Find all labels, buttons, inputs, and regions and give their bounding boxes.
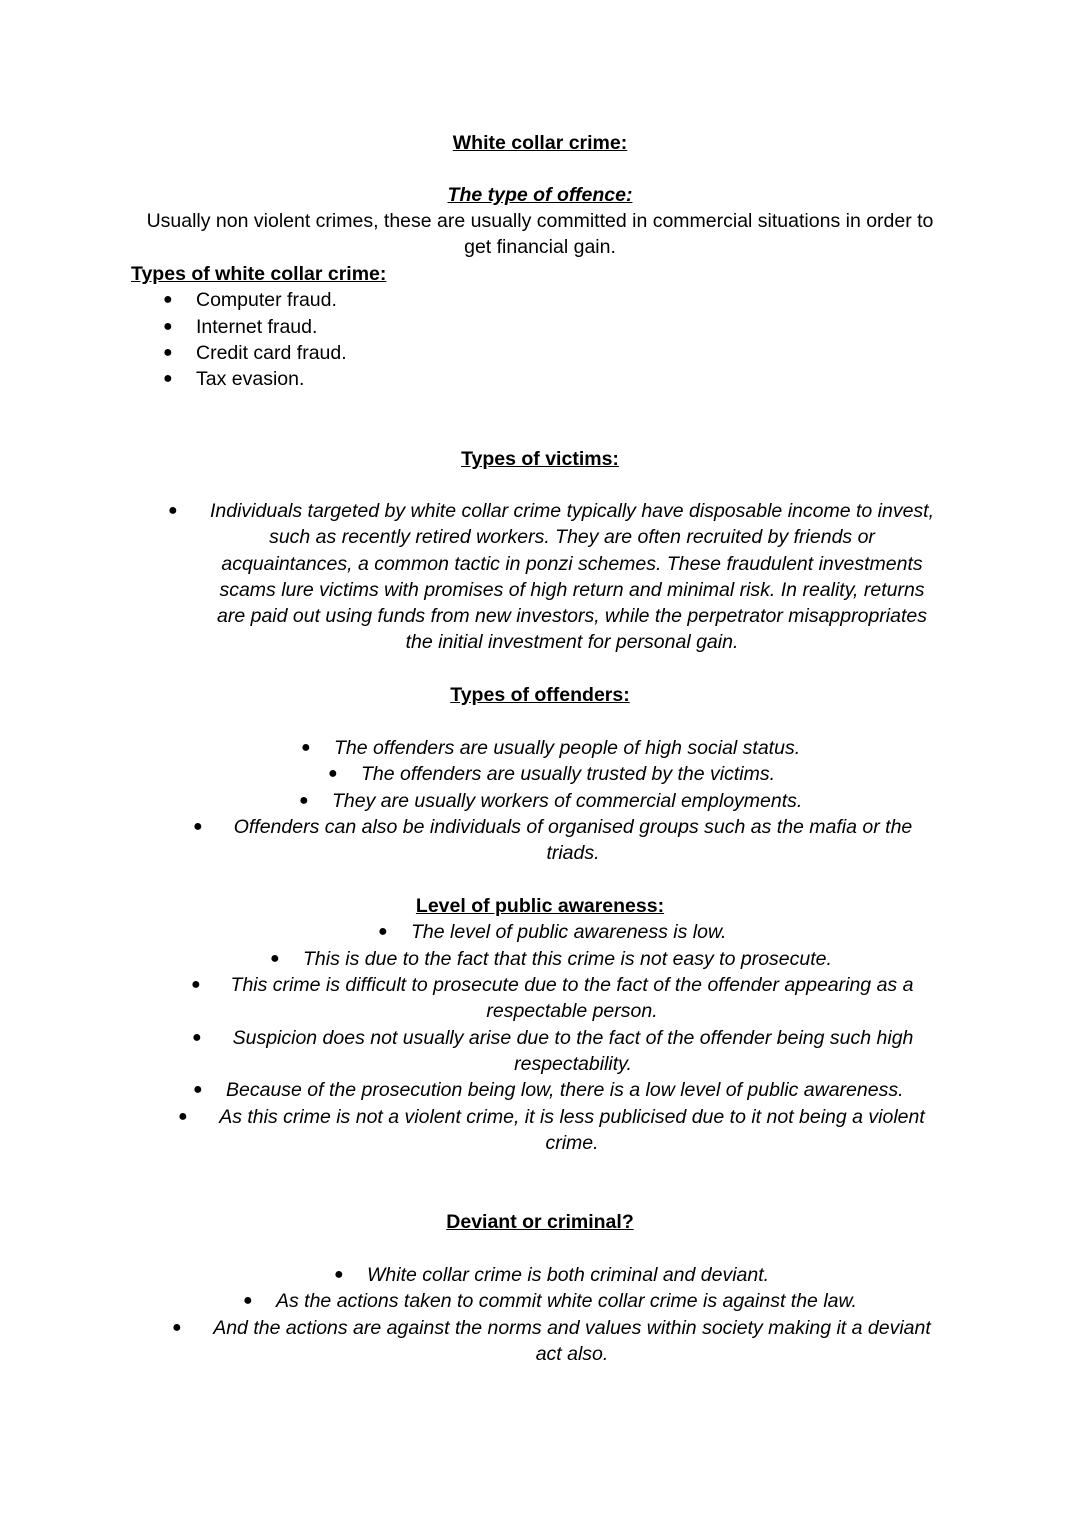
offence-text-line: get financial gain.: [464, 236, 616, 258]
awareness-text-line: respectable person.: [486, 1000, 658, 1022]
awareness-text-line: crime.: [545, 1132, 599, 1154]
offenders-text-line: The offenders are usually trusted by the victims.: [361, 763, 776, 785]
bullet-icon: ●: [193, 1081, 203, 1098]
deviant-heading: Deviant or criminal?: [446, 1211, 634, 1233]
bullet-icon: ●: [178, 1108, 188, 1125]
types-list-item: Credit card fraud.: [196, 342, 347, 364]
bullet-icon: ●: [301, 739, 311, 756]
victims-text-line: are paid out using funds from new investors, while the perpetrator misappropriates: [217, 605, 927, 627]
offence-text-line: Usually non violent crimes, these are usually committed in commercial situations in order to: [146, 210, 934, 232]
awareness-heading: Level of public awareness:: [415, 895, 665, 917]
bullet-icon: ●: [191, 976, 201, 993]
offenders-text-line: Offenders can also be individuals of organised groups such as the mafia or the: [233, 816, 913, 838]
deviant-text-line: act also.: [535, 1343, 609, 1365]
bullet-icon: ●: [163, 291, 173, 308]
bullet-icon: ●: [163, 344, 173, 361]
types-list-item: Tax evasion.: [196, 368, 305, 390]
bullet-icon: ●: [193, 818, 203, 835]
awareness-text-line: Suspicion does not usually arise due to the fact of the offender being such high: [232, 1027, 914, 1049]
victims-text-line: such as recently retired workers. They are often recruited by friends or: [269, 526, 875, 548]
bullet-icon: ●: [328, 765, 338, 782]
offenders-heading: Types of offenders:: [450, 684, 630, 706]
awareness-text-line: As this crime is not a violent crime, it is less publicised due to it not being a violent: [219, 1106, 925, 1128]
bullet-icon: ●: [172, 1319, 182, 1336]
types-list-item: Internet fraud.: [196, 316, 318, 338]
bullet-icon: ●: [334, 1266, 344, 1283]
offenders-text-line: The offenders are usually people of high social status.: [334, 737, 801, 759]
awareness-text-line: respectability.: [514, 1053, 632, 1075]
victims-text-line: acquaintances, a common tactic in ponzi schemes. These fraudulent investments: [221, 553, 923, 575]
awareness-text-line: Because of the prosecution being low, there is a low level of public awareness.: [226, 1079, 904, 1101]
victims-heading: Types of victims:: [461, 448, 619, 470]
deviant-text-line: White collar crime is both criminal and deviant.: [367, 1264, 770, 1286]
offenders-text-line: They are usually workers of commercial employments.: [332, 790, 803, 812]
bullet-icon: ●: [163, 318, 173, 335]
bullet-icon: ●: [270, 950, 280, 967]
bullet-icon: ●: [168, 502, 178, 519]
awareness-text-line: This is due to the fact that this crime is not easy to prosecute.: [303, 948, 832, 970]
bullet-icon: ●: [163, 370, 173, 387]
awareness-text-line: This crime is difficult to prosecute due to the fact of the offender appearing as a: [230, 974, 914, 996]
types-heading: Types of white collar crime:: [131, 263, 387, 285]
bullet-icon: ●: [243, 1292, 253, 1309]
deviant-text-line: As the actions taken to commit white collar crime is against the law.: [276, 1290, 857, 1312]
bullet-icon: ●: [192, 1029, 202, 1046]
victims-text-line: the initial investment for personal gain.: [405, 631, 739, 653]
types-list-item: Computer fraud.: [196, 289, 337, 311]
victims-text-line: scams lure victims with promises of high return and minimal risk. In reality, returns: [219, 579, 925, 601]
bullet-icon: ●: [378, 923, 388, 940]
deviant-text-line: And the actions are against the norms and values within society making it a deviant: [213, 1317, 931, 1339]
victims-text-line: Individuals targeted by white collar crime typically have disposable income to invest,: [209, 500, 935, 522]
document-title: White collar crime:: [452, 132, 628, 154]
bullet-icon: ●: [299, 792, 309, 809]
awareness-text-line: The level of public awareness is low.: [411, 921, 727, 943]
offence-heading: The type of offence:: [447, 184, 633, 206]
offenders-text-line: triads.: [546, 842, 600, 864]
